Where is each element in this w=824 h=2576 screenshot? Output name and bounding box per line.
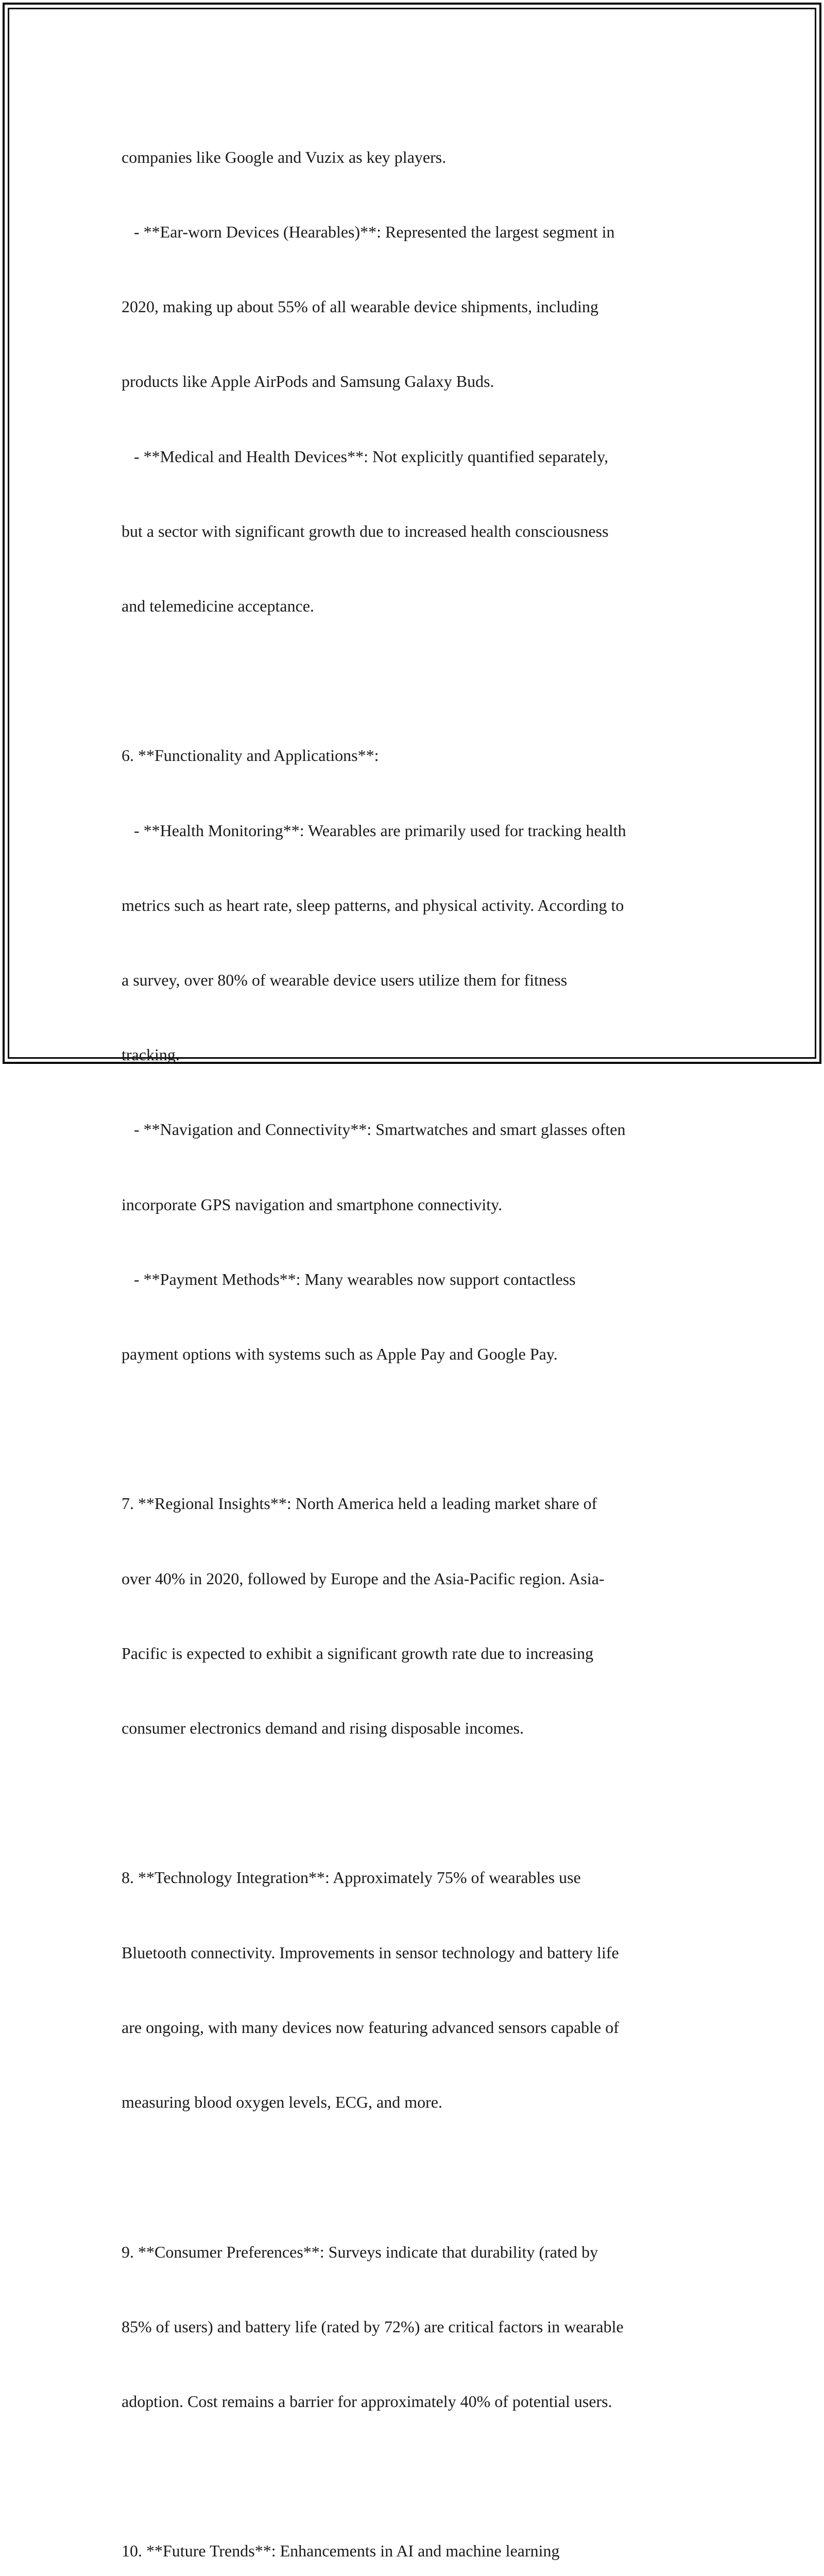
text-line: tracking. (122, 1045, 180, 1064)
section-heading: 9. **Consumer Preferences**: Surveys indicate that durability (rated by (122, 2242, 598, 2261)
text-line: - **Health Monitoring**: Wearables are primarily used for tracking health (122, 821, 626, 840)
text-line: a survey, over 80% of wearable device users utilize them for fitness (122, 971, 568, 990)
text-line: but a sector with significant growth due to increased health consciousness (122, 521, 609, 540)
text-line: and telemedicine acceptance. (122, 597, 314, 616)
text-line: 85% of users) and battery life (rated by 72%) are critical factors in wearable (122, 2317, 624, 2336)
blank-line (122, 2464, 709, 2488)
text-line: Pacific is expected to exhibit a significant growth rate due to increasing (122, 1643, 594, 1663)
blank-line (122, 668, 709, 693)
text-line: are ongoing, with many devices now featuring advanced sensors capable of (122, 2018, 619, 2037)
text-line: products like Apple AirPods and Samsung Galaxy Buds. (122, 372, 494, 391)
text-line: over 40% in 2020, followed by Europe and the Asia-Pacific region. Asia- (122, 1569, 605, 1588)
document-body (122, 95, 709, 2576)
section-heading: 6. **Functionality and Applications**: (122, 746, 379, 765)
text-line: incorporate GPS navigation and smartphone connectivity. (122, 1195, 503, 1214)
text-line: payment options with systems such as Apple Pay and Google Pay. (122, 1345, 558, 1364)
section-heading: 7. **Regional Insights**: North America held a leading market share of (122, 1494, 597, 1513)
text-line: measuring blood oxygen levels, ECG, and more. (122, 2093, 442, 2112)
text-line: Bluetooth connectivity. Improvements in sensor technology and battery life (122, 1943, 619, 1962)
text-line: 2020, making up about 55% of all wearable device shipments, including (122, 297, 598, 316)
text-line: metrics such as heart rate, sleep patterns, and physical activity. According to (122, 895, 624, 914)
blank-line (122, 1790, 709, 1815)
text-line: - **Ear-worn Devices (Hearables)**: Represented the largest segment in (122, 223, 615, 242)
text-line: companies like Google and Vuzix as key players. (122, 147, 447, 166)
text-line: consumer electronics demand and rising disposable incomes. (122, 1719, 524, 1738)
text-line: - **Payment Methods**: Many wearables now support contactless (122, 1269, 576, 1289)
blank-line (122, 1416, 709, 1441)
blank-line (122, 2164, 709, 2189)
text-line: - **Navigation and Connectivity**: Smartwatches and smart glasses often (122, 1120, 626, 1139)
section-heading: 10. **Future Trends**: Enhancements in AI and machine learning (122, 2541, 560, 2561)
text-line: adoption. Cost remains a barrier for approximately 40% of potential users. (122, 2392, 612, 2411)
text-line: - **Medical and Health Devices**: Not explicitly quantified separately, (122, 447, 609, 466)
section-heading: 8. **Technology Integration**: Approximately 75% of wearables use (122, 1868, 581, 1887)
